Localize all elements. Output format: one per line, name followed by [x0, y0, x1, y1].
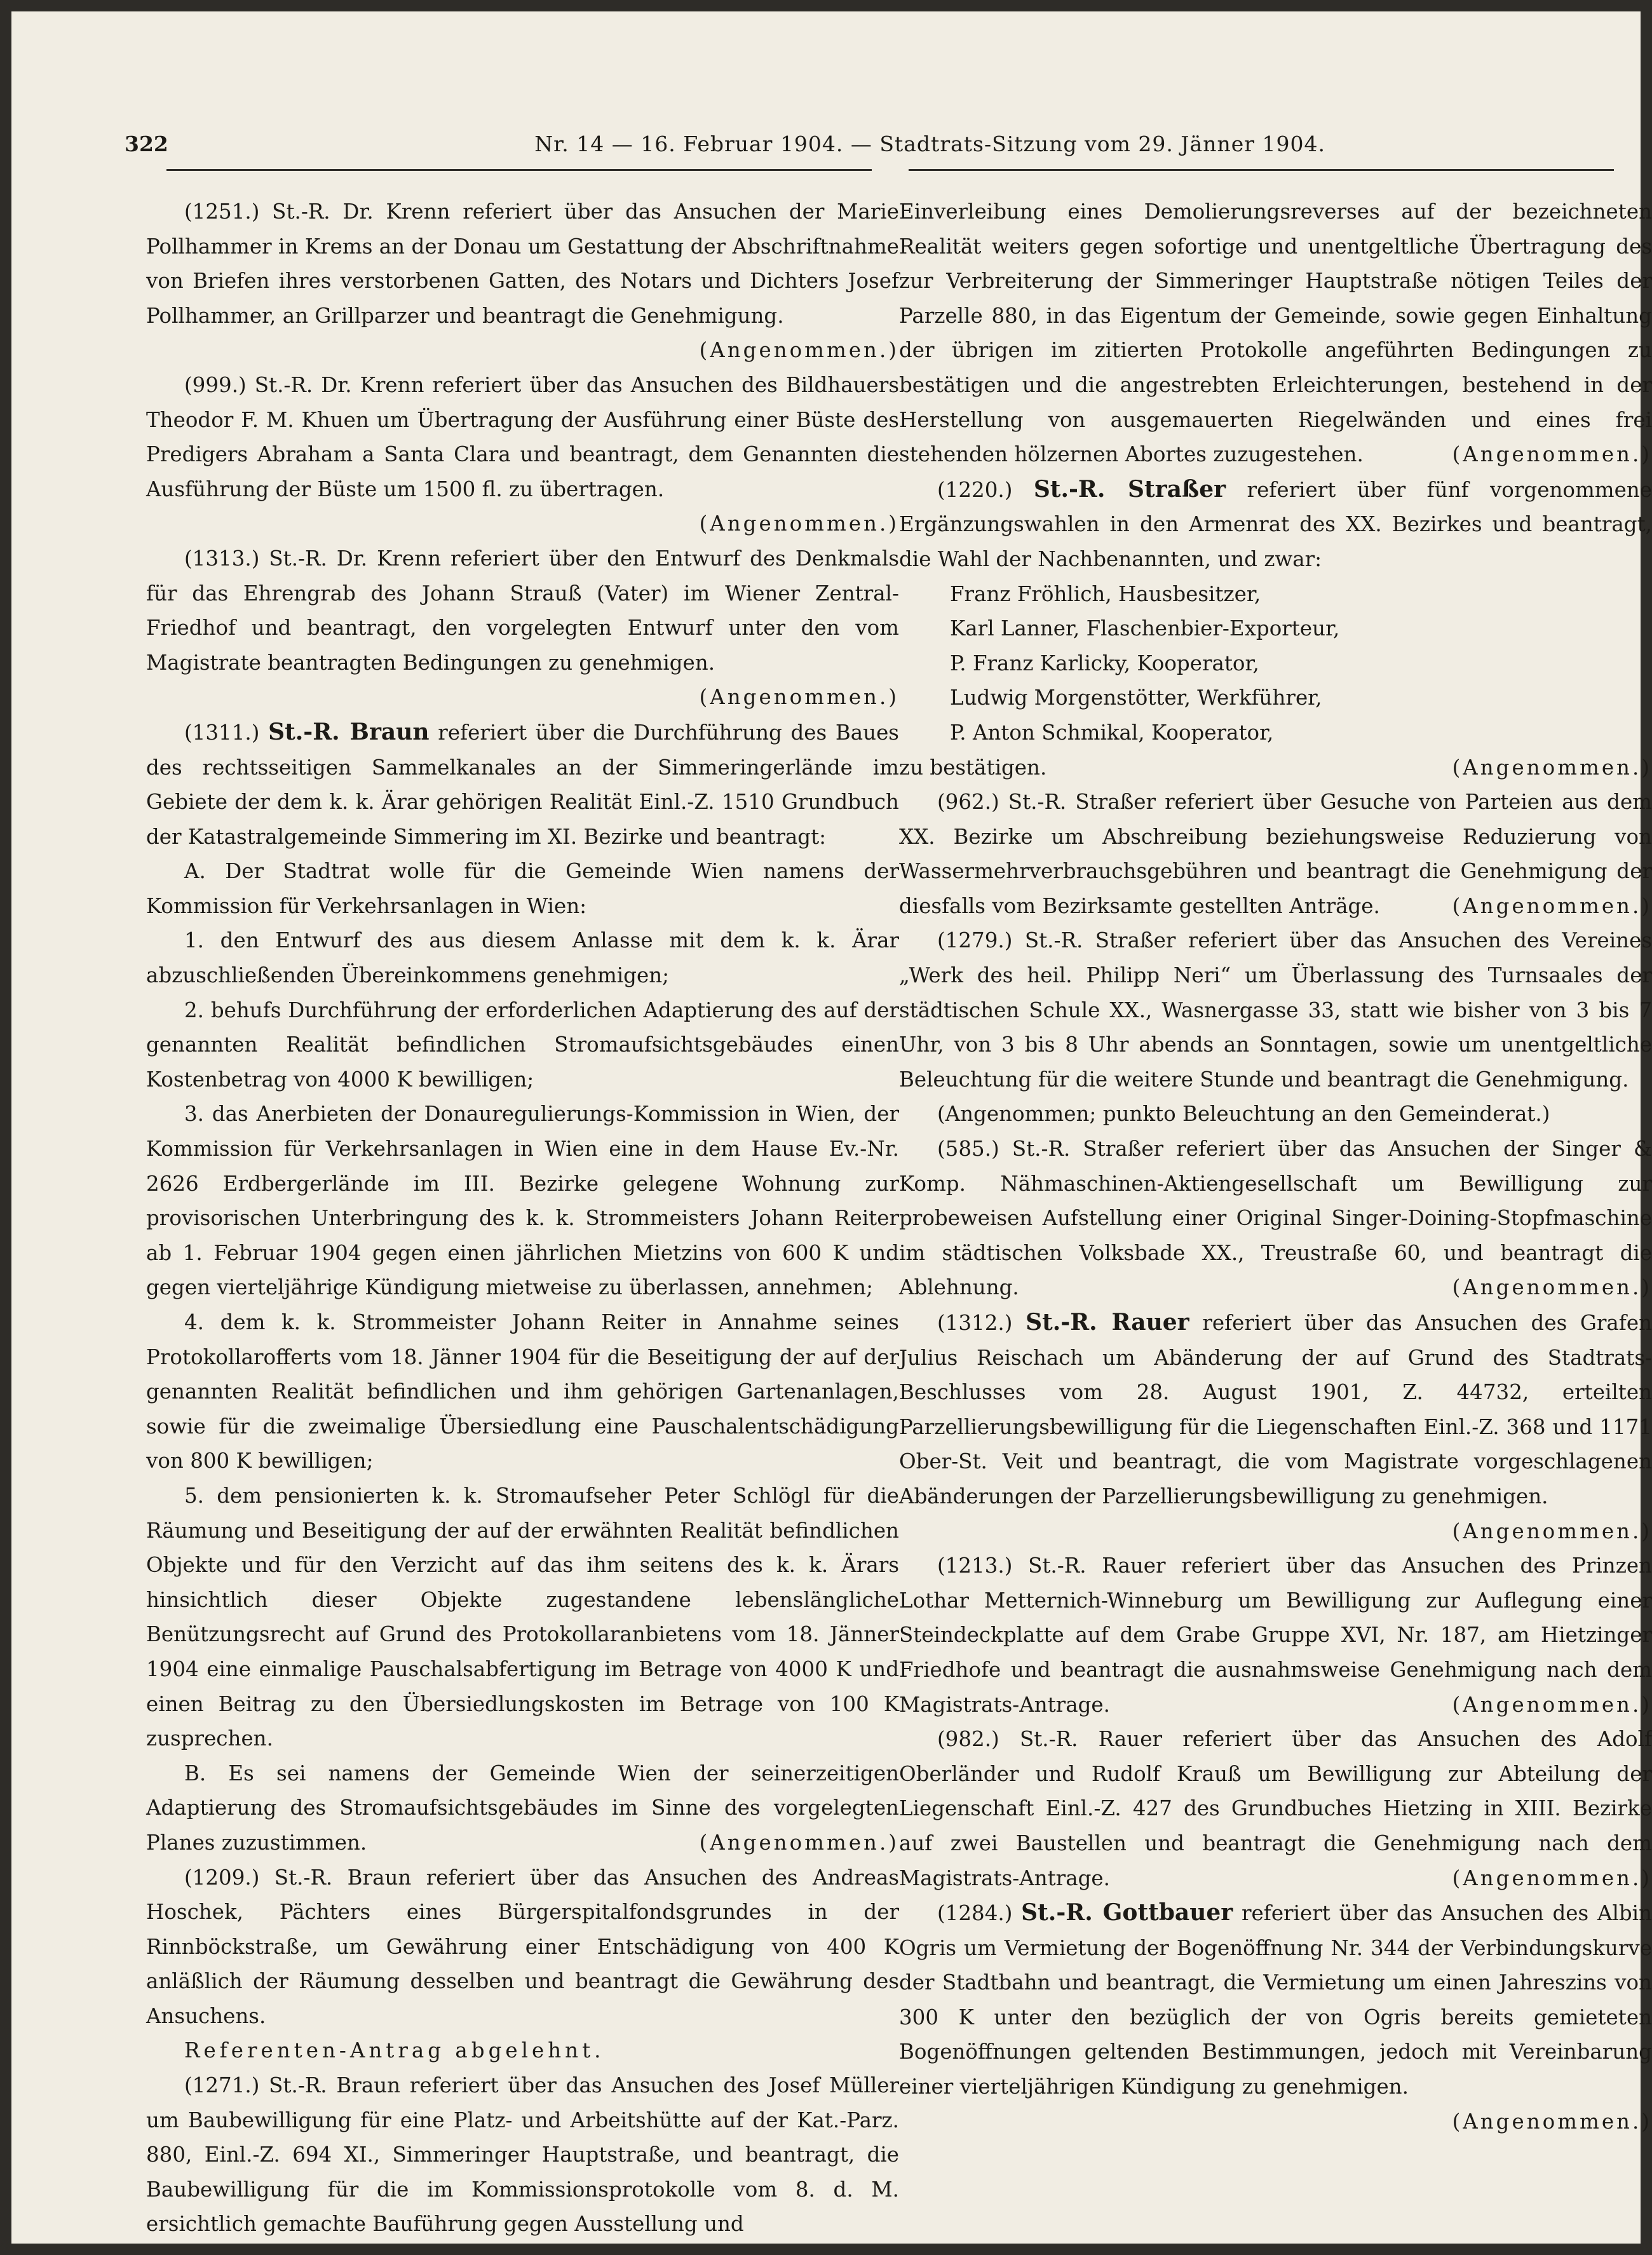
entry-1311-item-2: 2. behufs Durchführung der erforderlichen Adaptierung des auf der genannten Realität befindlichen Stromaufsichtsgebäudes einen Kostenbetrag von 4000 K bewilligen;	[146, 998, 899, 1092]
entry-1220-number: (1220.)	[937, 477, 1013, 502]
nominee-2: Karl Lanner, Flaschenbier-Exporteur,	[950, 616, 1340, 641]
entry-1311-item-5: 5. dem pensionierten k. k. Stromaufseher Peter Schlögl für die Räumung und Beseitigung der auf der erwähnten Realität befindlichen Objekte und für den Verzicht auf das ihm seitens des k. k. Ärars hinsichtlich dieser Objekte zugestandene lebenslängliche Benützungsrecht auf Grund des Protokollaranbietens vom 18. Jänner 1904 eine einmalige Pauschalsabfertigung im Betrage von 4000 K und einen Beitrag zu den Übersiedlungskosten im Betrage von 100 K zusprechen.	[146, 1483, 899, 1751]
entry-1311-speaker: St.-R. Braun	[268, 718, 430, 745]
entry-1271-continued	[899, 194, 1652, 472]
running-header	[125, 125, 1325, 163]
entry-982	[899, 1722, 1652, 1895]
entry-1251	[146, 194, 899, 363]
entry-585-status: (Angenommen.)	[1452, 1275, 1652, 1300]
entry-1213-text: (1213.) St.-R. Rauer referiert über das Ansuchen des Prinzen Lothar Metternich-Winneburg um Bewilligung zur Auflegung einer Steindeckplatte auf dem Grabe Gruppe XVI, Nr. 187, am Hietzinger Friedhofe und beantragt die ausnahmsweise Genehmigung nach dem Magistrats-Antrage.	[899, 1554, 1652, 1717]
entry-1313	[146, 541, 899, 715]
entry-1220-speaker: St.-R. Straßer	[1033, 475, 1226, 503]
entry-1284-number: (1284.)	[937, 1901, 1013, 1926]
frame-bottom	[0, 2244, 1652, 2255]
nominee-4: Ludwig Morgenstötter, Werkführer,	[950, 686, 1322, 710]
right-column	[899, 194, 1652, 2134]
entry-585-text: (585.) St.-R. Straßer referiert über das Ansuchen der Singer & Komp. Nähmaschinen-Aktiengesellschaft um Bewilligung zur probeweisen Aufstellung einer Original Singer-Doining-Stopfmaschine im städtischen Volksbade XX., Treustraße 60, und beantragt die Ablehnung.	[899, 1137, 1652, 1300]
entry-1213-status: (Angenommen.)	[1452, 1692, 1652, 1717]
entry-1311-number: (1311.)	[184, 720, 260, 745]
entry-999-text: (999.) St.-R. Dr. Krenn referiert über das Ansuchen des Bildhauers Theodor F. M. Khuen um Übertragung der Ausführung einer Büste des Predigers Abraham a Santa Clara und beantragt, dem Genannten die Ausführung der Büste um 1500 fl. zu übertragen.	[146, 372, 899, 501]
header-rule-right	[909, 169, 1614, 171]
running-title: Nr. 14 — 16. Februar 1904. — Stadtrats-Sitzung vom 29. Jänner 1904.	[534, 131, 1325, 156]
entry-999	[146, 368, 899, 541]
entry-1209-result	[146, 2033, 899, 2068]
entry-1220-close-text: zu bestätigen.	[899, 755, 1047, 780]
entry-1312-status: (Angenommen.)	[1452, 1519, 1652, 1543]
entry-1213	[899, 1548, 1652, 1722]
entry-1311-item-4: 4. dem k. k. Strommeister Johann Reiter in Annahme seines Protokollarofferts vom 18. Jänner 1904 für die Beseitigung der auf der genannten Realität befindlichen und ihm gehörigen Gartenanlagen, sowie für die zweimalige Übersiedlung eine Pauschalentschädigung von 800 K bewilligen;	[146, 1310, 899, 1473]
entry-1279: (1279.) St.-R. Straßer referiert über das Ansuchen des Vereines „Werk des heil. Philipp Neri“ um Überlassung des Turnsaales der städtischen Schule XX., Wasnergasse 33, statt wie bisher von 3 bis 7 Uhr, von 3 bis 8 Uhr abends an Sonntagen, sowie um unentgeltliche Beleuchtung für die weitere Stunde und beantragt die Genehmigung.	[899, 928, 1652, 1092]
page-number: 322	[125, 131, 168, 156]
entry-1284	[899, 1895, 1652, 2139]
entry-1220	[899, 472, 1652, 577]
frame-top	[0, 0, 1652, 11]
entry-1279-result: (Angenommen; punkto Beleuchtung an den Gemeinderat.)	[937, 1102, 1550, 1127]
entry-962-text: (962.) St.-R. Straßer referiert über Gesuche von Parteien aus dem XX. Bezirke um Abschreibung beziehungsweise Reduzierung von Wassermehrverbrauchsgebühren und beantragt die Genehmigung der diesfalls vom Bezirksamte gestellten Anträge.	[899, 790, 1652, 918]
entry-999-status: (Angenommen.)	[699, 511, 899, 536]
entry-1312-number: (1312.)	[937, 1311, 1013, 1335]
nominee-5: P. Anton Schmikal, Kooperator,	[950, 720, 1274, 745]
entry-1209-status: Referenten-Antrag abgelehnt.	[184, 2038, 605, 2063]
entry-1251-text: (1251.) St.-R. Dr. Krenn referiert über das Ansuchen der Marie Pollhammer in Krems an der Donau um Gestattung der Abschriftnahme von Briefen ihres verstorbenen Gatten, des Notars und Dichters Josef Pollhammer, an Grillparzer und beantragt die Genehmigung.	[146, 200, 899, 328]
entry-1284-speaker: St.-R. Gottbauer	[1021, 1899, 1233, 1927]
entry-1220-close	[899, 750, 1652, 785]
entry-1311-item-3: 3. das Anerbieten der Donauregulierungs-Kommission in Wien, der Kommission für Verkehrsanlagen in Wien eine in dem Hause Ev.-Nr. 2626 Erdbergerlände im III. Bezirke gelegene Wohnung zur provisorischen Unterbringung des k. k. Strommeisters Johann Reiter ab 1. Februar 1904 gegen einen jährlichen Mietzins von 600 K und gegen vierteljährige Kündigung mietweise zu überlassen, annehmen;	[146, 1102, 899, 1300]
entry-585	[899, 1132, 1652, 1305]
entry-1313-status: (Angenommen.)	[699, 685, 899, 710]
nominee-1: Franz Fröhlich, Hausbesitzer,	[950, 581, 1261, 606]
entry-1312	[899, 1305, 1652, 1548]
entry-1271-status: (Angenommen.)	[1452, 442, 1652, 467]
entry-1312-speaker: St.-R. Rauer	[1026, 1309, 1189, 1336]
entry-1251-status: (Angenommen.)	[699, 338, 899, 363]
left-column	[146, 194, 899, 2237]
entry-1311-text: referiert über die Durchführung des Baues des rechtsseitigen Sammelkanales an der Simmeringerlände im Gebiete der dem k. k. Ärar gehörigen Realität Einl.-Z. 1510 Grundbuch der Katastralgemeinde Simmering im XI. Bezirke und beantragt:	[146, 720, 899, 849]
entry-1312-text: referiert über das Ansuchen des Grafen Julius Reischach um Abänderung der auf Grund des Stadtrats-Beschlusses vom 28. August 1901, Z. 44732, erteilten Parzellierungsbewilligung für die Liegenschaften Einl.-Z. 368 und 1171 Ober-St. Veit und beantragt, die vom Magistrate vorgeschlagenen Abänderungen der Parzellierungsbewilligung zu genehmigen.	[899, 1311, 1652, 1508]
entry-1311-status: (Angenommen.)	[699, 1830, 899, 1855]
entry-1311	[146, 715, 899, 854]
entry-1220-status: (Angenommen.)	[1452, 755, 1652, 780]
entry-982-text: (982.) St.-R. Rauer referiert über das Ansuchen des Adolf Oberländer und Rudolf Krauß um Bewilligung zur Abteilung der Liegenschaft Einl.-Z. 427 des Grundbuches Hietzing in XIII. Bezirke auf zwei Baustellen und beantragt die Genehmigung nach dem Magistrats-Antrage.	[899, 1727, 1652, 1890]
entry-1271-continued-text: Einverleibung eines Demolierungsreverses auf der bezeichneten Realität weiters gegen sofortige und unentgeltliche Übertragung des zur Verbreiterung der Simmeringer Hauptstraße nötigen Teiles der Parzelle 880, in das Eigentum der Gemeinde, sowie gegen Einhaltung der übrigen im zitierten Protokolle angeführten Bedingungen zu bestätigen und die angestrebten Erleichterungen, bestehend in der Herstellung von ausgemauerten Riegelwänden und eines frei stehenden hölzernen Abortes zuzugestehen.	[899, 200, 1652, 467]
entry-1284-text: referiert über das Ansuchen des Albin Ogris um Vermietung der Bogenöffnung Nr. 344 der Verbindungskurve der Stadtbahn und beantragt, die Vermietung um einen Jahreszins von 300 K unter den bezüglich der von Ogris bereits gemieteten Bogenöffnungen geltenden Bestimmungen, jedoch mit Vereinbarung einer vierteljährigen Kündigung zu genehmigen.	[899, 1901, 1652, 2099]
nominee-3: P. Franz Karlicky, Kooperator,	[950, 651, 1259, 675]
entry-1311-point-b-text: B. Es sei namens der Gemeinde Wien der seinerzeitigen Adaptierung des Stromaufsichtsgebäudes im Sinne des vorgelegten Planes zuzustimmen.	[146, 1761, 899, 1855]
entry-962	[899, 785, 1652, 923]
entry-1311-point-a: A. Der Stadtrat wolle für die Gemeinde Wien namens der Kommission für Verkehrsanlagen in Wien:	[146, 859, 899, 918]
entry-1311-item-1: 1. den Entwurf des aus diesem Anlasse mit dem k. k. Ärar abzuschließenden Übereinkommens genehmigen;	[146, 928, 899, 988]
entry-1271: (1271.) St.-R. Braun referiert über das Ansuchen des Josef Müller um Baubewilligung für eine Platz- und Arbeitshütte auf der Kat.-Parz. 880, Einl.-Z. 694 XI., Simmeringer Hauptstraße, und beantragt, die Baubewilligung für die im Kommissionsprotokolle vom 8. d. M. ersichtlich gemachte Bauführung gegen Ausstellung und	[146, 2073, 899, 2237]
entry-962-status: (Angenommen.)	[1452, 893, 1652, 918]
entry-1284-status: (Angenommen.)	[1452, 2109, 1652, 2134]
header-rule-left	[166, 169, 872, 171]
entry-1311-point-b	[146, 1756, 899, 1860]
frame-left	[0, 0, 11, 2255]
entry-1209: (1209.) St.-R. Braun referiert über das Ansuchen des Andreas Hoschek, Pächters eines Bürgerspitalfondsgrundes in der Rinnböckstraße, um Gewährung einer Entschädigung von 400 K anläßlich der Räumung desselben und beantragt die Gewährung des Ansuchens.	[146, 1865, 899, 2028]
entry-1220-text: referiert über fünf vorgenommene Ergänzungswahlen in den Armenrat des XX. Bezirkes und beantragt, die Wahl der Nachbenannten, und zwar:	[899, 477, 1652, 571]
entry-1313-text: (1313.) St.-R. Dr. Krenn referiert über den Entwurf des Denkmals für das Ehrengrab des Johann Strauß (Vater) im Wiener Zentral-Friedhof und beantragt, den vorgelegten Entwurf unter den vom Magistrate beantragten Bedingungen zu genehmigen.	[146, 546, 899, 675]
entry-982-status: (Angenommen.)	[1452, 1866, 1652, 1890]
